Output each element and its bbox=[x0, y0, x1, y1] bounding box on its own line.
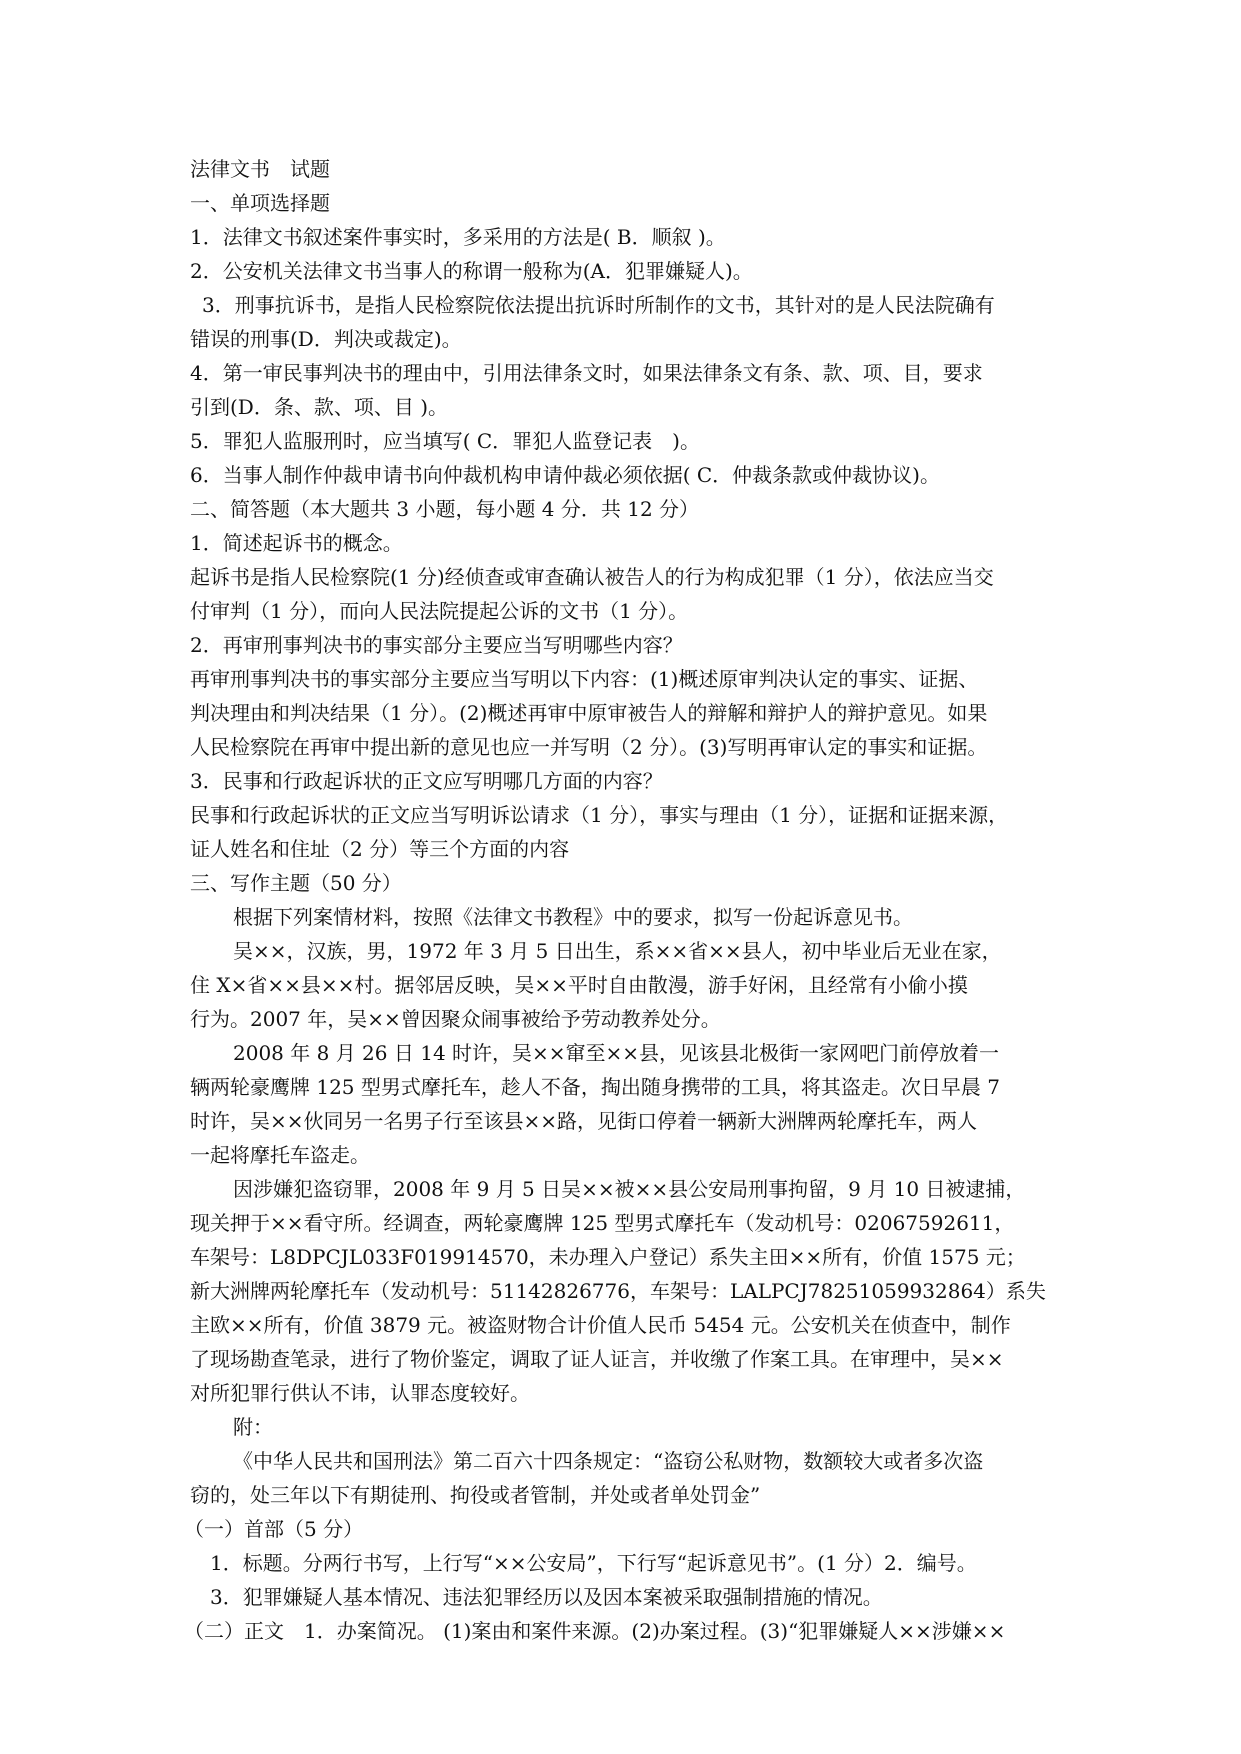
text-line: 起诉书是指人民检察院(1 分)经侦查或审查确认被告人的行为构成犯罪（1 分），依法应当交 bbox=[190, 565, 994, 589]
text-line: 附： bbox=[233, 1415, 273, 1439]
text-line: 6．当事人制作仲裁申请书向仲裁机构申请仲裁必须依据( C．仲裁条款或仲裁协议)。 bbox=[190, 463, 940, 487]
text-line: 吴××，汉族，男，1972 年 3 月 5 日出生，系××省××县人，初中毕业后无业在家， bbox=[233, 939, 1002, 963]
text-line: 了现场勘查笔录，进行了物价鉴定，调取了证人证言，并收缴了作案工具。在审理中，吴×× bbox=[190, 1347, 1004, 1371]
text-line: 证人姓名和住址（2 分）等三个方面的内容 bbox=[190, 837, 570, 861]
text-line: 3．民事和行政起诉状的正文应写明哪几方面的内容？ bbox=[190, 769, 663, 793]
text-line: 二、简答题（本大题共 3 小题，每小题 4 分．共 12 分） bbox=[190, 497, 700, 521]
text-line: 1．简述起诉书的概念。 bbox=[190, 531, 403, 555]
text-line: （二）正文 1．办案简况。 (1)案由和案件来源。(2)办案过程。(3)“犯罪嫌疑人××涉嫌×× bbox=[184, 1619, 1006, 1643]
text-line: 现关押于××看守所。经调查，两轮豪鹰牌 125 型男式摩托车（发动机号：02067592611， bbox=[190, 1211, 1015, 1235]
text-line: 因涉嫌犯盗窃罪，2008 年 9 月 5 日吴××被××县公安局刑事拘留，9 月 10 日被逮捕， bbox=[233, 1177, 1026, 1201]
text-line: 主欧××所有，价值 3879 元。被盗财物合计价值人民币 5454 元。公安机关在侦查中，制作 bbox=[190, 1313, 1011, 1337]
document-body bbox=[184, 186, 1070, 1648]
text-line: 1．法律文书叙述案件事实时，多采用的方法是( B．顺叙 )。 bbox=[190, 225, 726, 249]
text-line: 2008 年 8 月 26 日 14 时许，吴××窜至××县，见该县北极街一家网吧门前停放着一 bbox=[233, 1041, 1000, 1065]
text-line: 错误的刑事(D．判决或裁定)。 bbox=[190, 327, 462, 351]
text-line: 时许，吴××伙同另一名男子行至该县××路，见街口停着一辆新大洲牌两轮摩托车，两人 bbox=[190, 1109, 978, 1133]
text-line: 4．第一审民事判决书的理由中，引用法律条文时，如果法律条文有条、款、项、目，要求 bbox=[190, 361, 983, 385]
text-line: （一）首部（5 分） bbox=[184, 1517, 364, 1541]
text-line: 民事和行政起诉状的正文应当写明诉讼请求（1 分），事实与理由（1 分），证据和证据来源， bbox=[190, 803, 1009, 827]
text-line: 3．犯罪嫌疑人基本情况、违法犯罪经历以及因本案被采取强制措施的情况。 bbox=[210, 1585, 883, 1609]
text-line: 付审判（1 分），而向人民法院提起公诉的文书（1 分）。 bbox=[190, 599, 689, 623]
text-line: 2．再审刑事判决书的事实部分主要应当写明哪些内容？ bbox=[190, 633, 683, 657]
text-line: 根据下列案情材料，按照《法律文书教程》中的要求，拟写一份起诉意见书。 bbox=[233, 905, 913, 929]
text-line: 5．罪犯人监服刑时，应当填写( C．罪犯人监登记表 )。 bbox=[190, 429, 700, 453]
text-line: 2．公安机关法律文书当事人的称谓一般称为(A．犯罪嫌疑人)。 bbox=[190, 259, 753, 283]
text-line: 一、单项选择题 bbox=[190, 191, 330, 215]
text-line: 车架号：L8DPCJL033F019914570，未办理入户登记）系失主田××所有，价值 1575 元； bbox=[190, 1245, 1026, 1269]
text-line: 3．刑事抗诉书，是指人民检察院依法提出抗诉时所制作的文书，其针对的是人民法院确有 bbox=[202, 293, 995, 317]
document-page bbox=[184, 152, 1070, 1648]
text-line: 三、写作主题（50 分） bbox=[190, 871, 402, 895]
text-line: 住 X×省××县××村。据邻居反映，吴××平时自由散漫，游手好闲，且经常有小偷小摸 bbox=[190, 973, 968, 997]
document-title: 法律文书 试题 bbox=[190, 157, 330, 181]
text-line: 一起将摩托车盗走。 bbox=[190, 1143, 370, 1167]
text-line: 引到(D．条、款、项、目 )。 bbox=[190, 395, 448, 419]
text-line: 再审刑事判决书的事实部分主要应当写明以下内容：(1)概述原审判决认定的事实、证据、 bbox=[190, 667, 979, 691]
text-line: 对所犯罪行供认不讳，认罪态度较好。 bbox=[190, 1381, 530, 1405]
text-line: 《中华人民共和国刑法》第二百六十四条规定：“盗窃公私财物，数额较大或者多次盗 bbox=[233, 1449, 984, 1473]
text-line: 辆两轮豪鹰牌 125 型男式摩托车，趁人不备，掏出随身携带的工具，将其盗走。次日早晨 7 bbox=[190, 1075, 1000, 1099]
text-line: 新大洲牌两轮摩托车（发动机号：51142826776，车架号：LALPCJ78251059932864）系失 bbox=[190, 1279, 1046, 1303]
text-line: 1．标题。分两行书写，上行写“××公安局”，下行写“起诉意见书”。(1 分）2．编号。 bbox=[210, 1551, 977, 1575]
text-line: 人民检察院在再审中提出新的意见也应一并写明（2 分）。(3)写明再审认定的事实和证据。 bbox=[190, 735, 988, 759]
text-line: 行为。2007 年，吴××曾因聚众闹事被给予劳动教养处分。 bbox=[190, 1007, 721, 1031]
text-line: 判决理由和判决结果（1 分）。(2)概述再审中原审被告人的辩解和辩护人的辩护意见。如果 bbox=[190, 701, 988, 725]
text-line: 窃的，处三年以下有期徒刑、拘役或者管制，并处或者单处罚金” bbox=[190, 1483, 761, 1507]
